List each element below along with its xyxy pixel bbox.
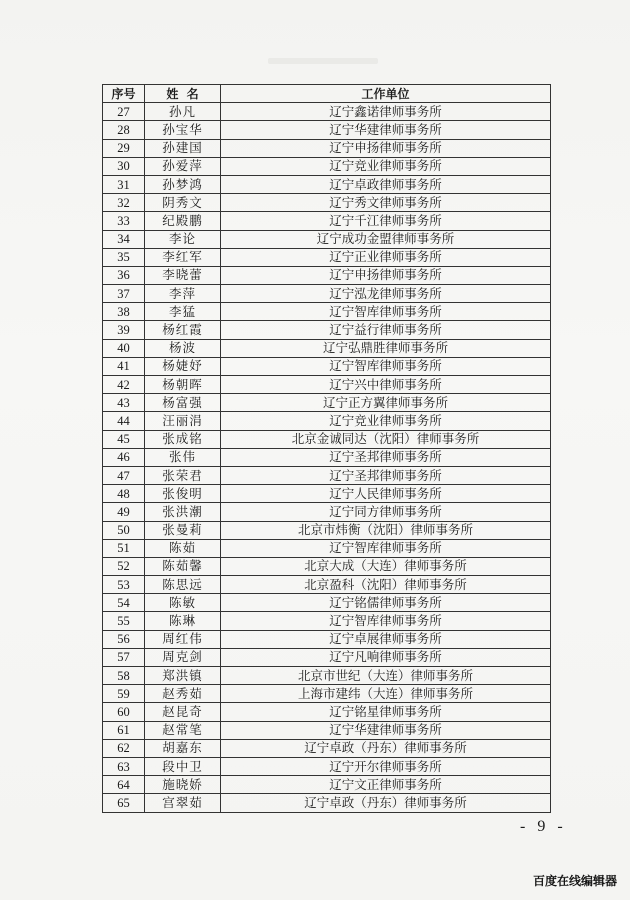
row-unit: 北京市世纪（大连）律师事务所 bbox=[221, 667, 551, 685]
row-number: 56 bbox=[103, 630, 145, 648]
row-number: 46 bbox=[103, 448, 145, 466]
row-name: 张曼莉 bbox=[145, 521, 221, 539]
row-name: 杨富强 bbox=[145, 394, 221, 412]
row-name: 陈茹馨 bbox=[145, 557, 221, 575]
row-unit: 辽宁兴中律师事务所 bbox=[221, 376, 551, 394]
row-name: 张俊明 bbox=[145, 485, 221, 503]
row-name: 汪丽涓 bbox=[145, 412, 221, 430]
row-name: 阴秀文 bbox=[145, 194, 221, 212]
row-unit: 北京市炜衡（沈阳）律师事务所 bbox=[221, 521, 551, 539]
table-row bbox=[103, 794, 551, 812]
row-unit: 辽宁铭儒律师事务所 bbox=[221, 594, 551, 612]
row-unit: 辽宁益行律师事务所 bbox=[221, 321, 551, 339]
table-row bbox=[103, 630, 551, 648]
row-unit: 辽宁卓展律师事务所 bbox=[221, 630, 551, 648]
table-body bbox=[103, 103, 551, 812]
row-unit: 辽宁凡响律师事务所 bbox=[221, 648, 551, 666]
lawyer-roster-table bbox=[102, 84, 551, 813]
table-row bbox=[103, 266, 551, 284]
row-name: 杨朝晖 bbox=[145, 376, 221, 394]
row-number: 42 bbox=[103, 376, 145, 394]
row-unit: 辽宁智库律师事务所 bbox=[221, 612, 551, 630]
row-number: 47 bbox=[103, 466, 145, 484]
table-row bbox=[103, 757, 551, 775]
table-row bbox=[103, 103, 551, 121]
row-number: 40 bbox=[103, 339, 145, 357]
row-unit: 辽宁弘鼎胜律师事务所 bbox=[221, 339, 551, 357]
row-unit: 辽宁同方律师事务所 bbox=[221, 503, 551, 521]
row-name: 杨婕妤 bbox=[145, 357, 221, 375]
header-unit: 工作单位 bbox=[221, 85, 551, 103]
row-name: 赵常笔 bbox=[145, 721, 221, 739]
row-unit: 辽宁华建律师事务所 bbox=[221, 721, 551, 739]
row-name: 李论 bbox=[145, 230, 221, 248]
row-number: 31 bbox=[103, 175, 145, 193]
row-name: 陈思远 bbox=[145, 576, 221, 594]
table-row bbox=[103, 394, 551, 412]
row-number: 48 bbox=[103, 485, 145, 503]
row-number: 51 bbox=[103, 539, 145, 557]
row-name: 宫翠茹 bbox=[145, 794, 221, 812]
row-number: 28 bbox=[103, 121, 145, 139]
row-name: 胡嘉东 bbox=[145, 739, 221, 757]
row-name: 段中卫 bbox=[145, 757, 221, 775]
row-name: 周克剑 bbox=[145, 648, 221, 666]
row-unit: 辽宁正方翼律师事务所 bbox=[221, 394, 551, 412]
table-row bbox=[103, 448, 551, 466]
row-name: 孙爱萍 bbox=[145, 157, 221, 175]
table-row bbox=[103, 503, 551, 521]
row-number: 62 bbox=[103, 739, 145, 757]
header-name: 姓 名 bbox=[145, 85, 221, 103]
row-number: 64 bbox=[103, 776, 145, 794]
row-unit: 辽宁卓政律师事务所 bbox=[221, 175, 551, 193]
table-row bbox=[103, 412, 551, 430]
row-number: 35 bbox=[103, 248, 145, 266]
table-row bbox=[103, 648, 551, 666]
row-unit: 辽宁卓政（丹东）律师事务所 bbox=[221, 794, 551, 812]
table-row bbox=[103, 212, 551, 230]
row-unit: 辽宁卓政（丹东）律师事务所 bbox=[221, 739, 551, 757]
faded-header-mark bbox=[268, 58, 378, 64]
page-number: - 9 - bbox=[520, 818, 567, 835]
row-name: 郑洪镇 bbox=[145, 667, 221, 685]
row-name: 孙宝华 bbox=[145, 121, 221, 139]
table-row bbox=[103, 303, 551, 321]
table-row bbox=[103, 721, 551, 739]
row-unit: 辽宁开尔律师事务所 bbox=[221, 757, 551, 775]
row-name: 孙梦鸿 bbox=[145, 175, 221, 193]
row-unit: 辽宁圣邦律师事务所 bbox=[221, 448, 551, 466]
table-row bbox=[103, 230, 551, 248]
row-unit: 辽宁申扬律师事务所 bbox=[221, 266, 551, 284]
table-row bbox=[103, 557, 551, 575]
row-name: 张洪潮 bbox=[145, 503, 221, 521]
row-name: 李红军 bbox=[145, 248, 221, 266]
row-name: 赵昆奇 bbox=[145, 703, 221, 721]
table-row bbox=[103, 485, 551, 503]
row-number: 32 bbox=[103, 194, 145, 212]
row-name: 陈敏 bbox=[145, 594, 221, 612]
row-name: 张成铭 bbox=[145, 430, 221, 448]
row-unit: 辽宁智库律师事务所 bbox=[221, 539, 551, 557]
row-unit: 辽宁竞业律师事务所 bbox=[221, 412, 551, 430]
row-number: 63 bbox=[103, 757, 145, 775]
row-name: 孙凡 bbox=[145, 103, 221, 121]
row-name: 孙建国 bbox=[145, 139, 221, 157]
table-row bbox=[103, 739, 551, 757]
row-unit: 辽宁成功金盟律师事务所 bbox=[221, 230, 551, 248]
row-name: 陈琳 bbox=[145, 612, 221, 630]
table-header-row bbox=[103, 85, 551, 103]
row-number: 65 bbox=[103, 794, 145, 812]
row-number: 60 bbox=[103, 703, 145, 721]
row-name: 李萍 bbox=[145, 285, 221, 303]
row-unit: 辽宁申扬律师事务所 bbox=[221, 139, 551, 157]
table-row bbox=[103, 612, 551, 630]
row-unit: 辽宁文正律师事务所 bbox=[221, 776, 551, 794]
row-unit: 辽宁人民律师事务所 bbox=[221, 485, 551, 503]
row-name: 李晓蕾 bbox=[145, 266, 221, 284]
row-number: 27 bbox=[103, 103, 145, 121]
header-number: 序号 bbox=[103, 85, 145, 103]
row-unit: 辽宁华建律师事务所 bbox=[221, 121, 551, 139]
table-row bbox=[103, 175, 551, 193]
watermark-text: 百度在线编辑器 bbox=[533, 874, 618, 888]
row-name: 张荣君 bbox=[145, 466, 221, 484]
row-unit: 辽宁竞业律师事务所 bbox=[221, 157, 551, 175]
row-number: 38 bbox=[103, 303, 145, 321]
row-number: 45 bbox=[103, 430, 145, 448]
row-unit: 北京盈科（沈阳）律师事务所 bbox=[221, 576, 551, 594]
row-name: 李猛 bbox=[145, 303, 221, 321]
table-row bbox=[103, 339, 551, 357]
row-number: 54 bbox=[103, 594, 145, 612]
row-unit: 辽宁智库律师事务所 bbox=[221, 357, 551, 375]
table-row bbox=[103, 776, 551, 794]
table-row bbox=[103, 685, 551, 703]
table-row bbox=[103, 321, 551, 339]
table-row bbox=[103, 376, 551, 394]
row-name: 赵秀茹 bbox=[145, 685, 221, 703]
row-name: 陈茹 bbox=[145, 539, 221, 557]
table-row bbox=[103, 248, 551, 266]
row-number: 50 bbox=[103, 521, 145, 539]
row-number: 39 bbox=[103, 321, 145, 339]
row-unit: 辽宁鑫诺律师事务所 bbox=[221, 103, 551, 121]
table-row bbox=[103, 667, 551, 685]
row-number: 49 bbox=[103, 503, 145, 521]
row-number: 61 bbox=[103, 721, 145, 739]
row-number: 44 bbox=[103, 412, 145, 430]
row-unit: 辽宁圣邦律师事务所 bbox=[221, 466, 551, 484]
row-number: 57 bbox=[103, 648, 145, 666]
row-unit: 北京大成（大连）律师事务所 bbox=[221, 557, 551, 575]
table-row bbox=[103, 139, 551, 157]
row-number: 29 bbox=[103, 139, 145, 157]
row-name: 杨波 bbox=[145, 339, 221, 357]
table-row bbox=[103, 430, 551, 448]
row-number: 43 bbox=[103, 394, 145, 412]
row-name: 施晓娇 bbox=[145, 776, 221, 794]
row-unit: 辽宁铭星律师事务所 bbox=[221, 703, 551, 721]
table-row bbox=[103, 594, 551, 612]
table-row bbox=[103, 466, 551, 484]
row-number: 34 bbox=[103, 230, 145, 248]
row-number: 36 bbox=[103, 266, 145, 284]
table-row bbox=[103, 539, 551, 557]
row-name: 纪殿鹏 bbox=[145, 212, 221, 230]
table-row bbox=[103, 285, 551, 303]
table-row bbox=[103, 121, 551, 139]
row-name: 杨红霞 bbox=[145, 321, 221, 339]
table-row bbox=[103, 576, 551, 594]
table-row bbox=[103, 194, 551, 212]
row-number: 52 bbox=[103, 557, 145, 575]
row-unit: 辽宁泓龙律师事务所 bbox=[221, 285, 551, 303]
table-row bbox=[103, 357, 551, 375]
row-unit: 上海市建纬（大连）律师事务所 bbox=[221, 685, 551, 703]
row-unit: 北京金诚同达（沈阳）律师事务所 bbox=[221, 430, 551, 448]
table-row bbox=[103, 157, 551, 175]
row-unit: 辽宁智库律师事务所 bbox=[221, 303, 551, 321]
row-number: 37 bbox=[103, 285, 145, 303]
row-number: 58 bbox=[103, 667, 145, 685]
row-number: 33 bbox=[103, 212, 145, 230]
table-row bbox=[103, 521, 551, 539]
row-number: 55 bbox=[103, 612, 145, 630]
row-unit: 辽宁正业律师事务所 bbox=[221, 248, 551, 266]
row-name: 张伟 bbox=[145, 448, 221, 466]
row-number: 53 bbox=[103, 576, 145, 594]
row-number: 59 bbox=[103, 685, 145, 703]
row-number: 30 bbox=[103, 157, 145, 175]
row-number: 41 bbox=[103, 357, 145, 375]
row-name: 周红伟 bbox=[145, 630, 221, 648]
row-unit: 辽宁秀文律师事务所 bbox=[221, 194, 551, 212]
row-unit: 辽宁千江律师事务所 bbox=[221, 212, 551, 230]
table-row bbox=[103, 703, 551, 721]
